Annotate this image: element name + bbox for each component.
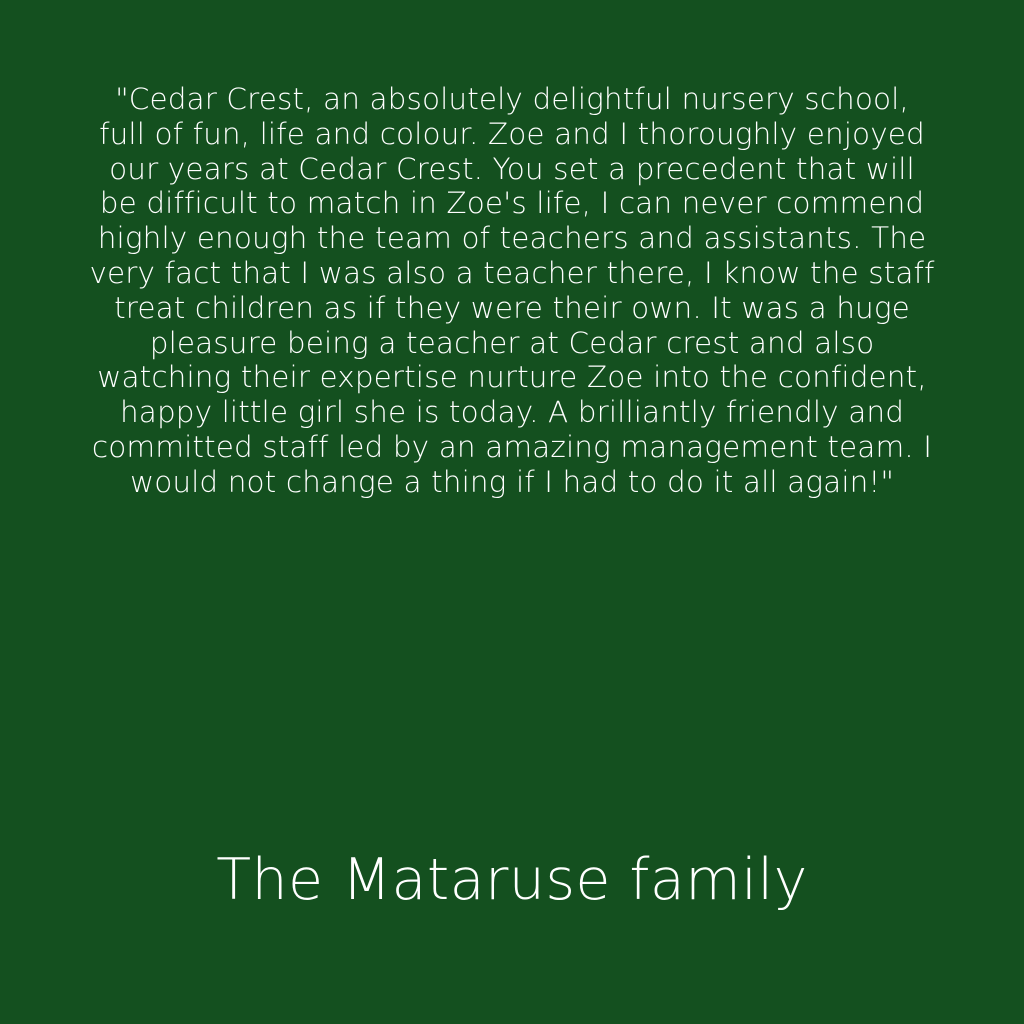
testimonial-quote: "Cedar Crest, an absolutely delightful nursery school, full of fun, life and colour. Zoe and I thoroughly enjoyed our years at Cedar Crest. You set a precedent that will be difficult to match in Zoe's life, I can never commend highly enough the team of teachers and assistants. The very fact that I was also a teacher there, I know the staff treat children as if they were their own. It was a huge pleasure being a teacher at Cedar crest and also watching their expertise nurture Zoe into the confident, happy little girl she is today. A brilliantly friendly and committed staff led by an amazing management team. I would not change a thing if I had to do it all again!": [89, 82, 945, 499]
attribution-block: [0, 846, 1024, 914]
testimonial-attribution: The Mataruse family: [216, 847, 808, 913]
quote-block: [88, 82, 945, 500]
